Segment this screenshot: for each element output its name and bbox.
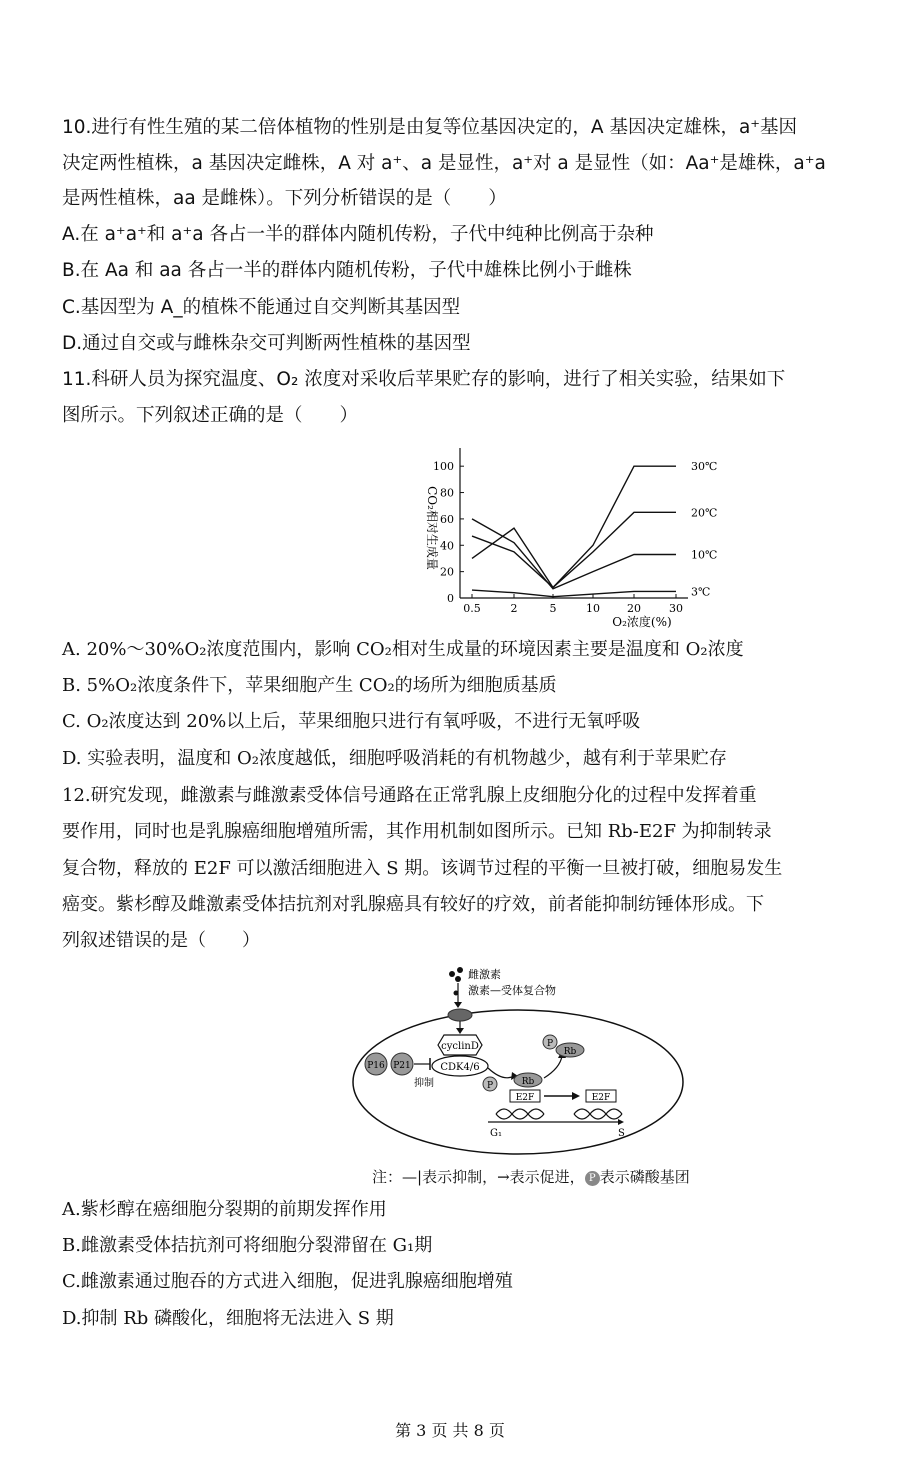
y-tick-label: 0 [447,592,454,605]
q12-option-d: D.抑制 Rb 磷酸化，细胞将无法进入 S 期 [62,1308,394,1329]
e2f-label-1: E2F [515,1093,535,1103]
rb-label-lower: Rb [521,1077,535,1087]
y-tick-label: 80 [440,486,454,500]
series-line [472,512,676,587]
note-promote: 表示促进， [509,1168,585,1186]
q11-stem-line-2: 图所示。下列叙述正确的是（ ） [62,405,359,426]
series-label: 3℃ [691,585,711,599]
estrogen-pathway-diagram [348,964,708,1159]
q10-option-c: C.基因型为 A_的植株不能通过自交判断其基因型 [62,297,461,318]
q12-stem-line-2: 要作用，同时也是乳腺癌细胞增殖所需，其作用机制如图所示。已知 Rb-E2F 为抑制转录 [62,821,772,842]
y-tick-label: 20 [440,565,454,579]
p21-label: P21 [393,1061,411,1071]
dna-helix-1 [496,1109,544,1119]
chart-series [472,460,717,598]
chart-axes [425,448,688,629]
y-tick-label: 100 [433,460,454,474]
q12-option-c: C.雌激素通过胞吞的方式进入细胞，促进乳腺癌细胞增殖 [62,1271,513,1292]
x-tick-label: 5 [549,602,557,615]
estrogen-label: 雌激素 [468,968,501,981]
q11-stem-line-1: 11.科研人员为探究温度、O₂ 浓度对采收后苹果贮存的影响，进行了相关实验，结果如下 [62,369,786,390]
receptor-complex [448,1009,472,1021]
co2-line-chart [410,438,720,633]
g1-label: G₁ [490,1128,502,1139]
x-tick-label: 2 [510,602,518,615]
q10-stem-line-1: 10.进行有性生殖的某二倍体植物的性别是由复等位基因决定的，A 基因决定雄株，a⁺基因 [62,117,798,138]
y-tick-label: 40 [440,539,454,553]
q10-option-a: A.在 a⁺a⁺和 a⁺a 各占一半的群体内随机传粉，子代中纯种比例高于杂种 [62,224,654,245]
q12-stem-line-5: 列叙述错误的是（ ） [62,930,260,951]
series-label: 10℃ [691,548,718,562]
q11-option-a: A. 20%～30%O₂浓度范围内，影响 CO₂相对生成量的环境因素主要是温度和 O₂浓度 [62,639,744,660]
series-label: 30℃ [691,460,718,474]
x-tick-label: 20 [627,602,641,615]
note-phosphate: 表示磷酸基团 [599,1168,690,1186]
phosphate-symbol-icon: P [585,1171,600,1186]
y-axis-label: CO₂相对生成量 [425,486,439,570]
series-line [472,519,676,589]
complex-label: 激素—受体复合物 [468,984,556,997]
series-line [472,590,676,597]
page-footer: 第 3 页 共 8 页 [395,1421,505,1440]
q11-option-d: D. 实验表明，温度和 O₂浓度越低，细胞呼吸消耗的有机物越少，越有利于苹果贮存 [62,748,727,769]
q12-option-b: B.雌激素受体拮抗剂可将细胞分裂滞留在 G₁期 [62,1235,433,1256]
diagram-note [372,1166,690,1187]
cdk-label: CDK4/6 [440,1062,480,1073]
q10-stem-line-3: 是两性植株，aa 是雌株）。下列分析错误的是（ ） [62,188,507,209]
q10-stem-line-2: 决定两性植株，a 基因决定雌株，A 对 a⁺、a 是显性，a⁺对 a 是显性（如：Aa⁺是雄株，a⁺a [62,153,826,174]
x-axis-label: O₂浓度(%) [612,615,672,629]
cyclind-label: cyclinD [441,1041,479,1052]
phosphate-label-1: P [486,1081,494,1091]
inhibit-symbol-icon: —| [402,1168,423,1186]
note-inhibit: 表示抑制， [422,1168,498,1186]
x-tick-label: 30 [669,602,683,615]
x-tick-label: 10 [586,602,600,615]
e2f-label-2: E2F [591,1093,611,1103]
q10-option-d: D.通过自交或与雌株杂交可判断两性植株的基因型 [62,333,471,354]
phosphate-label-2: P [546,1039,554,1049]
promote-arrow-icon: → [497,1168,510,1186]
q10-option-b: B.在 Aa 和 aa 各占一半的群体内随机传粉，子代中雄株比例小于雌株 [62,260,632,281]
rb-label-upper: Rb [563,1047,577,1057]
q11-option-b: B. 5%O₂浓度条件下，苹果细胞产生 CO₂的场所为细胞质基质 [62,675,557,696]
s-label: S [618,1128,625,1139]
q12-stem-line-4: 癌变。紫杉醇及雌激素受体拮抗剂对乳腺癌具有较好的疗效，前者能抑制纺锤体形成。下 [62,894,764,915]
series-label: 20℃ [691,506,718,520]
q12-stem-line-3: 复合物，释放的 E2F 可以激活细胞进入 S 期。该调节过程的平衡一旦被打破，细胞易发生 [62,858,783,879]
q12-option-a: A.紫杉醇在癌细胞分裂期的前期发挥作用 [62,1199,387,1220]
y-tick-label: 60 [440,512,454,526]
note-prefix: 注： [372,1168,403,1186]
p16-label: P16 [367,1061,385,1071]
dna-helix-2 [574,1109,622,1119]
q11-option-c: C. O₂浓度达到 20%以上后，苹果细胞只进行有氧呼吸，不进行无氧呼吸 [62,711,641,732]
q12-stem-line-1: 12.研究发现，雌激素与雌激素受体信号通路在正常乳腺上皮细胞分化的过程中发挥着重 [62,785,757,806]
inhibit-label: 抑制 [414,1078,434,1089]
x-tick-label: 0.5 [463,602,481,615]
